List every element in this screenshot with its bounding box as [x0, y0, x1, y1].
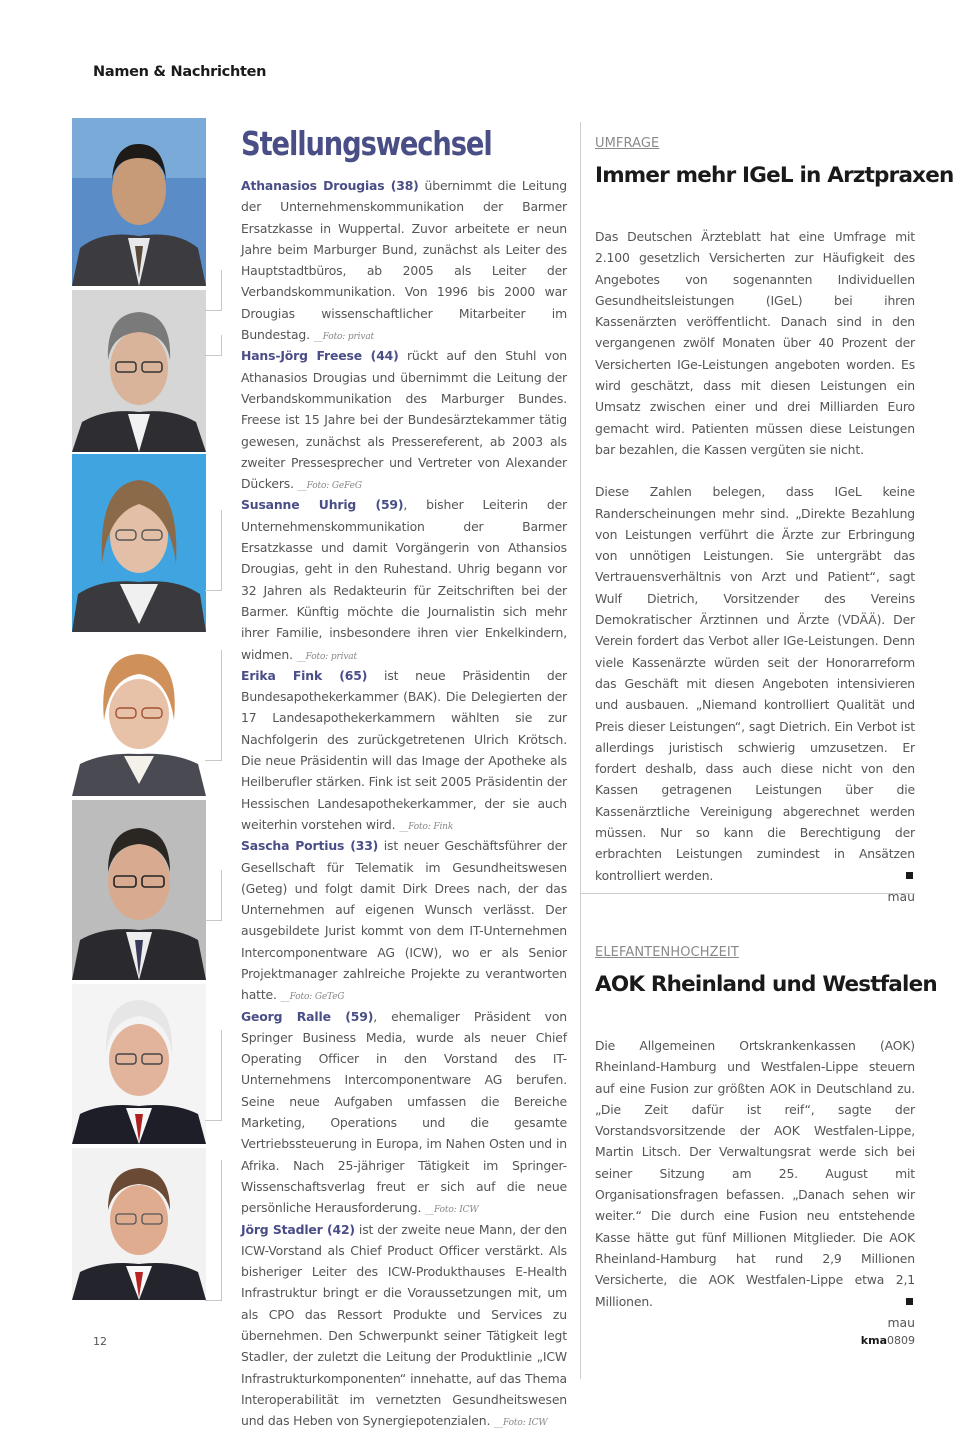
- photo-credit: __ Foto: privat: [314, 332, 374, 342]
- article-elefantenhochzeit: [595, 945, 937, 1333]
- article-umfrage: [595, 136, 954, 907]
- photo-credit: __ Foto: GeTeG: [281, 992, 345, 1002]
- connector-line: [205, 1030, 222, 1121]
- article-paragraph: Diese Zahlen belegen, dass IGeL keine Randerscheinungen mehr sind. „Direkte Bezahlung von Leistungen verführt die Ärzte zur Erbringung von unnötigen Leistungen. Sie untergräbt das Vertrauensverhältnis von Arzt und Patient“, sagt Wulf Dietrich, Vorsitzender des Vereins Demokratischer Ärztinnen und Ärzte (VDÄÄ). Der Verein fordert das Verbot aller IGe-Leistungen. Denn viele Kassenärzte würden seit der Honorarreform das Geschäft mit diesen Angeboten intensivieren und ausbauen. „Niemand kontrolliert Qualität und Preis dieser Leistungen“, sagt Dietrich. Ein Verbot ist allerdings juristisch schwierig umzusetzen. Er fordert deshalb, dass auch diese nicht von den Kassen getragenen Leistungen über die Kassenärztliche Vereinigung abgerechnet werden müssen. Nur so kann die Berechtigung der erbrachten Leistungen zumindest in Ansätzen kontrolliert werden.: [595, 484, 915, 883]
- connector-line: [205, 650, 222, 761]
- entry-text: ist neuer Geschäftsführer der Gesellschaft für Telematik im Gesundheitswesen (Geteg) und folgt damit Dirk Drees nach, der das Unternehmen auf eigenen Wunsch verlässt. Der ausgebildete Jurist kommt von dem IT-Unternehmen Intercomponentware AG (ICW), wo er als Senior Projektmanager zahlreiche Projekte zu verantworten hatte.: [241, 838, 567, 1003]
- personnel-entry: [241, 1006, 567, 1219]
- article-paragraph: Das Deutschen Ärzteblatt hat eine Umfrage mit 2.100 gesetzlich Versicherten zur Häufigkeit des Angebotes von sogenannten Individuellen Gesundheitsleistungen (IGeL) bei ihren Kassenärzten veröffentlicht. Danach sind in den vergangenen zwölf Monaten über 40 Prozent der Versicherten IGe-Leistungen angeboten worden. Es wird geschätzt, dass mit diesen Leistungen ein Umsatz zwischen einer und drei Milliarden Euro gemacht wird. Patienten müssen diese Leistungen bar bezahlen, die Kassen vergüten sie nicht.: [595, 229, 915, 457]
- entry-list: [241, 175, 567, 1432]
- personnel-entry: [241, 494, 567, 664]
- end-mark-icon: [906, 872, 913, 879]
- entry-text: rückt auf den Stuhl von Athanasios Drougias und übernimmt die Leitung der Verbandskommunikation des Marburger Bundes. Freese ist 15 Jahre bei der Bundesärztekammer tätig gewesen, zunächst als Pressereferent, ab 2003 als zweiter Pressesprecher und Vertreter von Alexander Dückers.: [241, 348, 567, 492]
- entry-text: übernimmt die Leitung der Unternehmenskommunikation der Barmer Ersatzkasse in Wuppertal. Zuvor arbeitete er neun Jahre beim Marburger Bund, zunächst als Leiter des Hauptstadtbüros, ab 2005 als Leiter der Verbandskommunikation. Von 1996 bis 2000 war Drougias wissenschaftlicher Mitarbeiter im Bundestag.: [241, 178, 567, 343]
- connector-line: [205, 335, 222, 356]
- person-name: Georg Ralle (59): [241, 1008, 374, 1024]
- end-mark-icon: [906, 1298, 913, 1305]
- portrait-photo: [72, 800, 206, 980]
- person-name: Athanasios Drougias (38): [241, 178, 419, 193]
- personnel-column: [241, 124, 567, 1432]
- column-divider: [580, 122, 581, 1379]
- section-label: Namen & Nachrichten: [93, 64, 267, 80]
- photo-credit: __ Foto: ICW: [425, 1205, 478, 1215]
- brand-logo: kma: [860, 1334, 887, 1347]
- entry-text: ist der zweite neue Mann, der den ICW-Vorstand als Chief Product Officer verstärkt. Als bisheriger Leiter des ICW-Produkthauses E-Health Infrastruktur bringt er die Voraussetzungen mit, um als CPO das Ressort Produkte und Services zu übernehmen. Den Schwerpunkt seiner Tätigkeit legt Stadler, der zuletzt die Leitung der Produktlinie „ICW Infrastrukturkomponenten“ innehatte, auf das Thema Interoperabilität im vernetzten Gesundheitswesen und das Heben von Synergiepotenzialen.: [241, 1221, 567, 1429]
- article-paragraph: Die Allgemeinen Ortskrankenkassen (AOK) Rheinland-Hamburg und Westfalen-Lippe steuern auf eine Fusion zur größten AOK in Deutschland zu. „Die Zeit dafür ist reif“, sagte der Vorstandsvorsitzende der AOK Westfalen-Lippe, Martin Litsch. Der Verwaltungsrat werde sich bei seiner Sitzung am 25. August mit Organisationsfragen befassen. „Danach sehen wir weiter.“ Die durch eine Fusion neu entstehende Kasse hätte gut fünf Millionen Mitglieder. Die AOK Rheinland-Hamburg hat rund 2,9 Millionen Versicherte, die AOK Westfalen-Lippe etwa 2,1 Millionen.: [595, 1038, 915, 1309]
- photo-credit: __ Foto: Fink: [399, 822, 453, 832]
- entry-text: , ehemaliger Präsident von Springer Business Media, wurde als neuer Chief Operating Officer in den Vorstand des IT-Unternehmens Intercomponentware AG berufen. Seine neue Aufgaben umfassen die Bereiche Marketing, Operations und die gesamte Vertriebssteuerung in Europa, im Nahen Osten und in Afrika. Nach 25-jähriger Tätigkeit im Springer-Wissenschaftsverlag freut er sich auf die neue persönliche Herausforderung.: [241, 1008, 568, 1216]
- issue-number: 0809: [887, 1334, 915, 1347]
- entry-text: ist neue Präsidentin der Bundesapothekerkammer (BAK). Die Delegierten der 17 Landesapothekerkammern wählten sie zur Nachfolgerin des zurückgetretenen Ulrich Krötsch. Die neue Präsidentin will das Image der Apotheke als Heilberufler stärken. Fink ist seit 2005 Präsidentin der Hessischen Landesapothekerkammer, der sie auch weiterhin vorstehen wird.: [241, 667, 567, 832]
- article-author: mau: [887, 1314, 915, 1330]
- portrait-photo: [72, 118, 206, 286]
- article-kicker: ELEFANTENHOCHZEIT: [595, 945, 739, 960]
- connector-line: [205, 270, 222, 311]
- portrait-photo: [72, 454, 206, 632]
- personnel-entry: [241, 345, 567, 494]
- article-kicker: UMFRAGE: [595, 136, 660, 151]
- person-name: Hans-Jörg Freese (44): [241, 348, 399, 364]
- person-name: Jörg Stadler (42): [241, 1221, 355, 1237]
- article-heading: Immer mehr IGeL in Arztpraxen: [595, 163, 954, 188]
- main-heading: Stellungswechsel: [241, 124, 492, 163]
- connector-line: [205, 1160, 222, 1301]
- photo-credit: __ Foto: ICW: [494, 1418, 547, 1428]
- footer-brand: [861, 1334, 915, 1347]
- person-name: Erika Fink (65): [241, 667, 368, 683]
- connector-line: [205, 870, 222, 921]
- portrait-photo: [72, 290, 206, 452]
- entry-text: , bisher Leiterin der Unternehmenskommunikation der Barmer Ersatzkasse und damit Vorgängerin von Athansios Drougias, geht in den Ruhestand. Uhrig begann vor 32 Jahren als Redakteurin für Zeitschriften bei der Barmer. Künftig möchte die Journalistin sich mehr ihrer Familie, insbesondere ihren vier Enkelkindern, widmen.: [241, 497, 567, 662]
- personnel-entry: [241, 835, 567, 1005]
- person-name: Susanne Uhrig (59): [241, 497, 404, 513]
- connector-line: [205, 510, 222, 591]
- article-author: mau: [887, 888, 915, 904]
- personnel-entry: [241, 175, 567, 345]
- person-name: Sascha Portius (33): [241, 838, 379, 854]
- article-heading: AOK Rheinland und Westfalen: [595, 972, 937, 997]
- personnel-entry: [241, 1219, 567, 1432]
- portrait-photo: [72, 984, 206, 1144]
- photo-credit: __ Foto: privat: [297, 652, 357, 662]
- portrait-photo: [72, 634, 206, 796]
- photo-credit: __ Foto: GeFeG: [298, 481, 362, 491]
- page-number: 12: [93, 1335, 107, 1348]
- personnel-entry: [241, 665, 567, 835]
- portrait-photo: [72, 1148, 206, 1300]
